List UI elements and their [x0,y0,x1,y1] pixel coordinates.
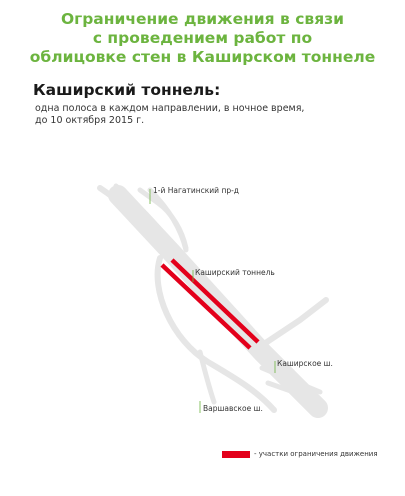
legend [222,449,378,459]
label-varshavskoe: Варшавское ш. [203,404,263,413]
legend-label: - участки ограничения движения [254,450,378,458]
tunnel-subtitle: Каширский тоннель: [33,81,221,99]
label-kashirsky-tunnel: Каширский тоннель [195,268,275,277]
right-branch-road [255,300,326,350]
label-nagatinsky: 1-й Нагатинский пр-д [153,186,239,195]
legend-swatch [222,451,250,458]
headline-line-3: облицовке стен в Каширском тоннеле [29,48,376,66]
headline-line-2: с проведением работ по [92,29,313,47]
description-line-1: одна полоса в каждом направлении, в ночное время, [35,103,305,114]
description-line-2: до 10 октября 2015 г. [35,115,145,126]
label-kashirskoe: Каширское ш. [277,359,333,368]
headline-line-1: Ограничение движения в связи [60,10,345,28]
